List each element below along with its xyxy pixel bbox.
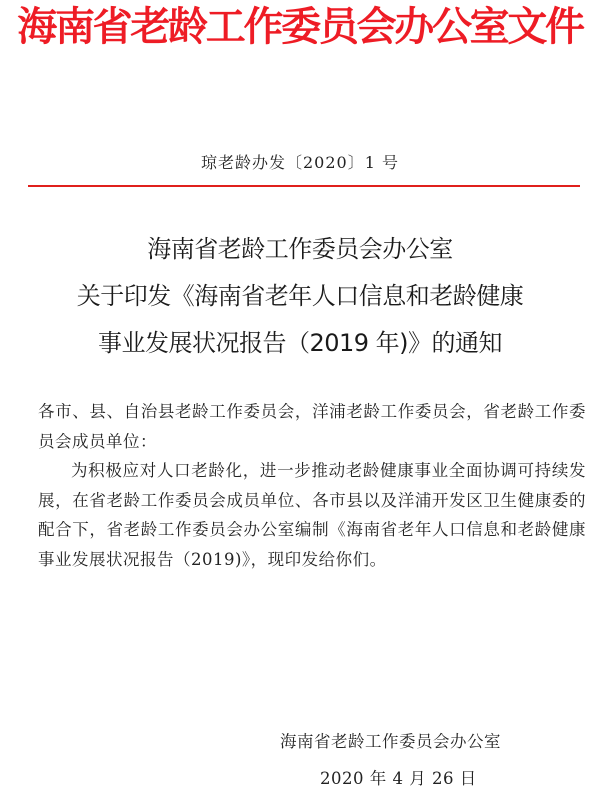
red-divider-line [28, 185, 580, 187]
document-masthead: 海南省老龄工作委员会办公室文件 [17, 4, 583, 50]
signature-organization: 海南省老龄工作委员会办公室 [280, 732, 501, 751]
title-line-3: 事业发展状况报告（2019 年)》的通知 [97, 329, 503, 357]
title-line-1: 海南省老龄工作委员会办公室 [147, 235, 453, 263]
notice-title [0, 226, 600, 367]
salutation: 各市、县、自治县老龄工作委员会，洋浦老龄工作委员会，省老龄工作委员会成员单位： [38, 402, 586, 451]
notice-body [38, 397, 586, 574]
document-number: 琼老龄办发〔2020〕1 号 [201, 153, 399, 172]
body-paragraph: 为积极应对人口老龄化，进一步推动老龄健康事业全面协调可持续发展，在省老龄工作委员会成员单位、各市县以及洋浦开发区卫生健康委的配合下，省老龄工作委员会办公室编制《海南省老年人口信息和老龄健康事业发展状况报告（2019)》，现印发给你们。 [38, 461, 586, 569]
title-line-2: 关于印发《海南省老年人口信息和老龄健康 [76, 282, 524, 310]
signature-date: 2020 年 4 月 26 日 [320, 769, 477, 788]
